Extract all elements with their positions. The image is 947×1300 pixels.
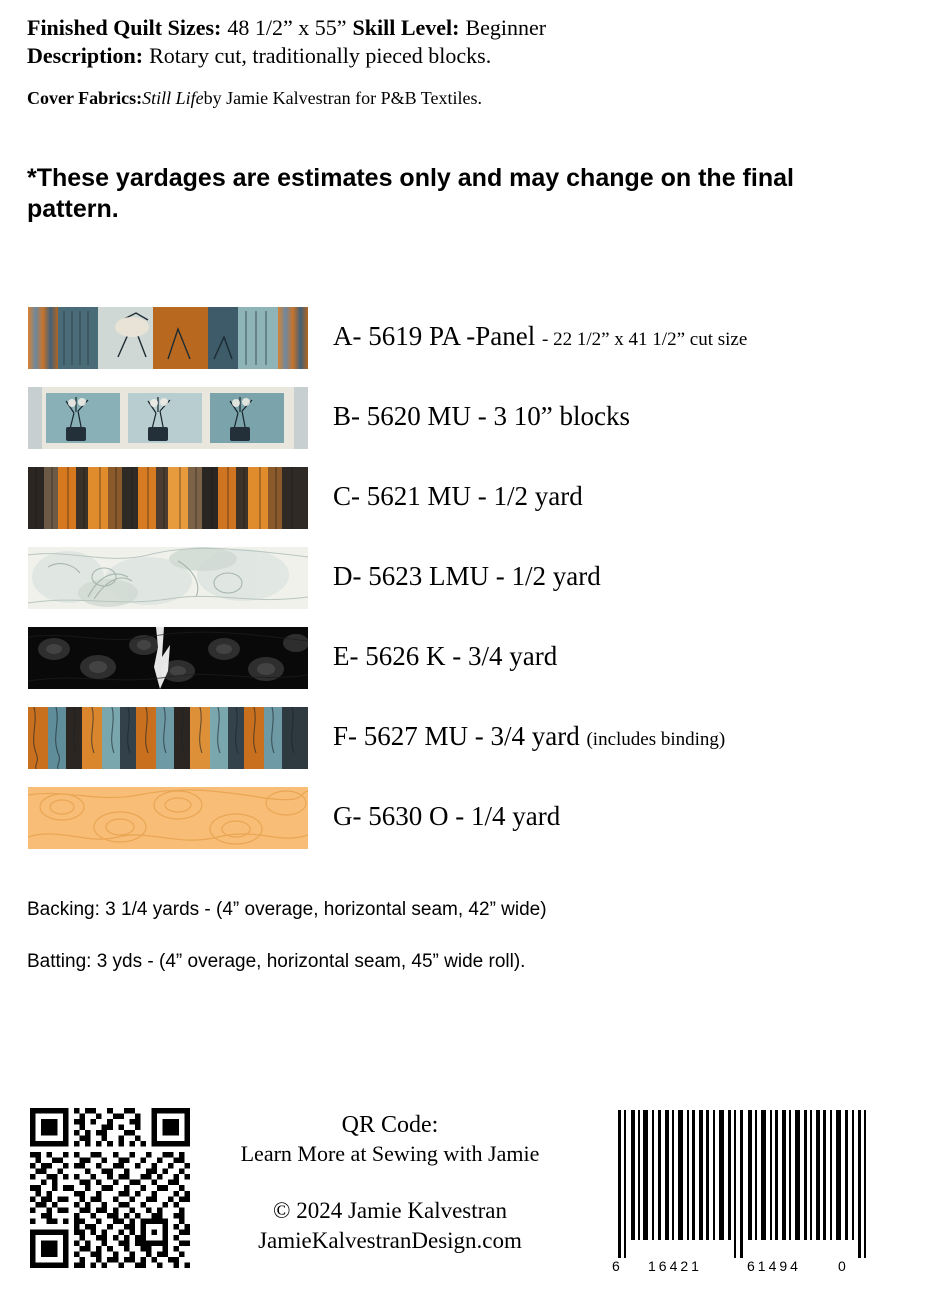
cover-fabrics-collection: Still Life (142, 88, 204, 108)
qr-code-title: QR Code: (341, 1112, 439, 1138)
fabric-row (28, 707, 918, 787)
fabric-row (28, 627, 918, 707)
qr-code-subtitle: Learn More at Sewing with Jamie (240, 1141, 540, 1166)
fabric-swatch-a (28, 307, 308, 369)
backing-requirement: Backing: 3 1/4 yards - (4” overage, horizontal seam, 42” wide) (27, 899, 547, 920)
fabric-label (333, 559, 601, 597)
fabric-label (333, 639, 557, 677)
cover-fabrics-label: Cover Fabrics: (27, 88, 143, 108)
header-block (27, 14, 907, 110)
barcode (612, 1110, 912, 1278)
barcode-left-digit: 6 (612, 1258, 620, 1274)
fabric-detail: - 22 1/2” x 41 1/2” cut size (542, 329, 748, 350)
cover-fabrics-rest: by Jamie Kalvestran for P&B Textiles. (203, 88, 483, 108)
fabric-code: C- 5621 MU - 1/2 yard (333, 481, 583, 511)
fabric-code: E- 5626 K - 3/4 yard (333, 641, 558, 671)
fabric-row (28, 387, 918, 467)
quilt-size-line (27, 14, 907, 42)
quilt-sizes-value: 48 1/2” x 55” (227, 15, 347, 40)
barcode-right-digit: 0 (838, 1258, 846, 1274)
fabric-row (28, 547, 918, 627)
description-label: Description: (27, 43, 144, 68)
quilt-sizes-label: Finished Quilt Sizes: (27, 15, 222, 40)
batting-requirement: Batting: 3 yds - (4” overage, horizontal seam, 45” wide roll). (27, 951, 526, 972)
fabric-swatch-b (28, 387, 308, 449)
footer-center-block (200, 1110, 580, 1256)
fabric-code: A- 5619 PA -Panel (333, 321, 536, 351)
fabric-row (28, 307, 918, 387)
fabric-label (333, 399, 630, 437)
barcode-group-2: 61494 (747, 1258, 801, 1274)
yardage-estimate-note: *These yardages are estimates only and may change on the final pattern. (27, 164, 794, 223)
fabric-swatch-g (28, 787, 308, 849)
fabric-detail: (includes binding) (586, 729, 726, 750)
barcode-bars (612, 1110, 912, 1258)
copyright-text: © 2024 Jamie Kalvestran (273, 1198, 507, 1223)
cover-fabrics-line (27, 86, 907, 110)
fabric-swatch-f (28, 707, 308, 769)
fabric-label (333, 799, 560, 837)
skill-level-label: Skill Level: (352, 15, 460, 40)
fabric-swatch-e (28, 627, 308, 689)
fabric-code: B- 5620 MU - 3 10” blocks (333, 401, 630, 431)
qr-code[interactable] (30, 1108, 190, 1268)
fabric-swatch-d (28, 547, 308, 609)
barcode-digits (612, 1258, 912, 1278)
website-link[interactable]: JamieKalvestranDesign.com (258, 1228, 522, 1253)
skill-level-value: Beginner (465, 15, 547, 40)
fabric-code: F- 5627 MU - 3/4 yard (333, 721, 580, 751)
description-line (27, 42, 907, 70)
fabric-row (28, 467, 918, 547)
fabric-code: G- 5630 O - 1/4 yard (333, 801, 561, 831)
fabric-list (28, 307, 918, 867)
barcode-group-1: 16421 (648, 1258, 702, 1274)
fabric-row (28, 787, 918, 867)
fabric-label (333, 479, 583, 517)
fabric-label (333, 719, 725, 757)
fabric-label (333, 319, 747, 357)
description-value: Rotary cut, traditionally pieced blocks. (149, 43, 492, 68)
fabric-code: D- 5623 LMU - 1/2 yard (333, 561, 601, 591)
fabric-swatch-c (28, 467, 308, 529)
